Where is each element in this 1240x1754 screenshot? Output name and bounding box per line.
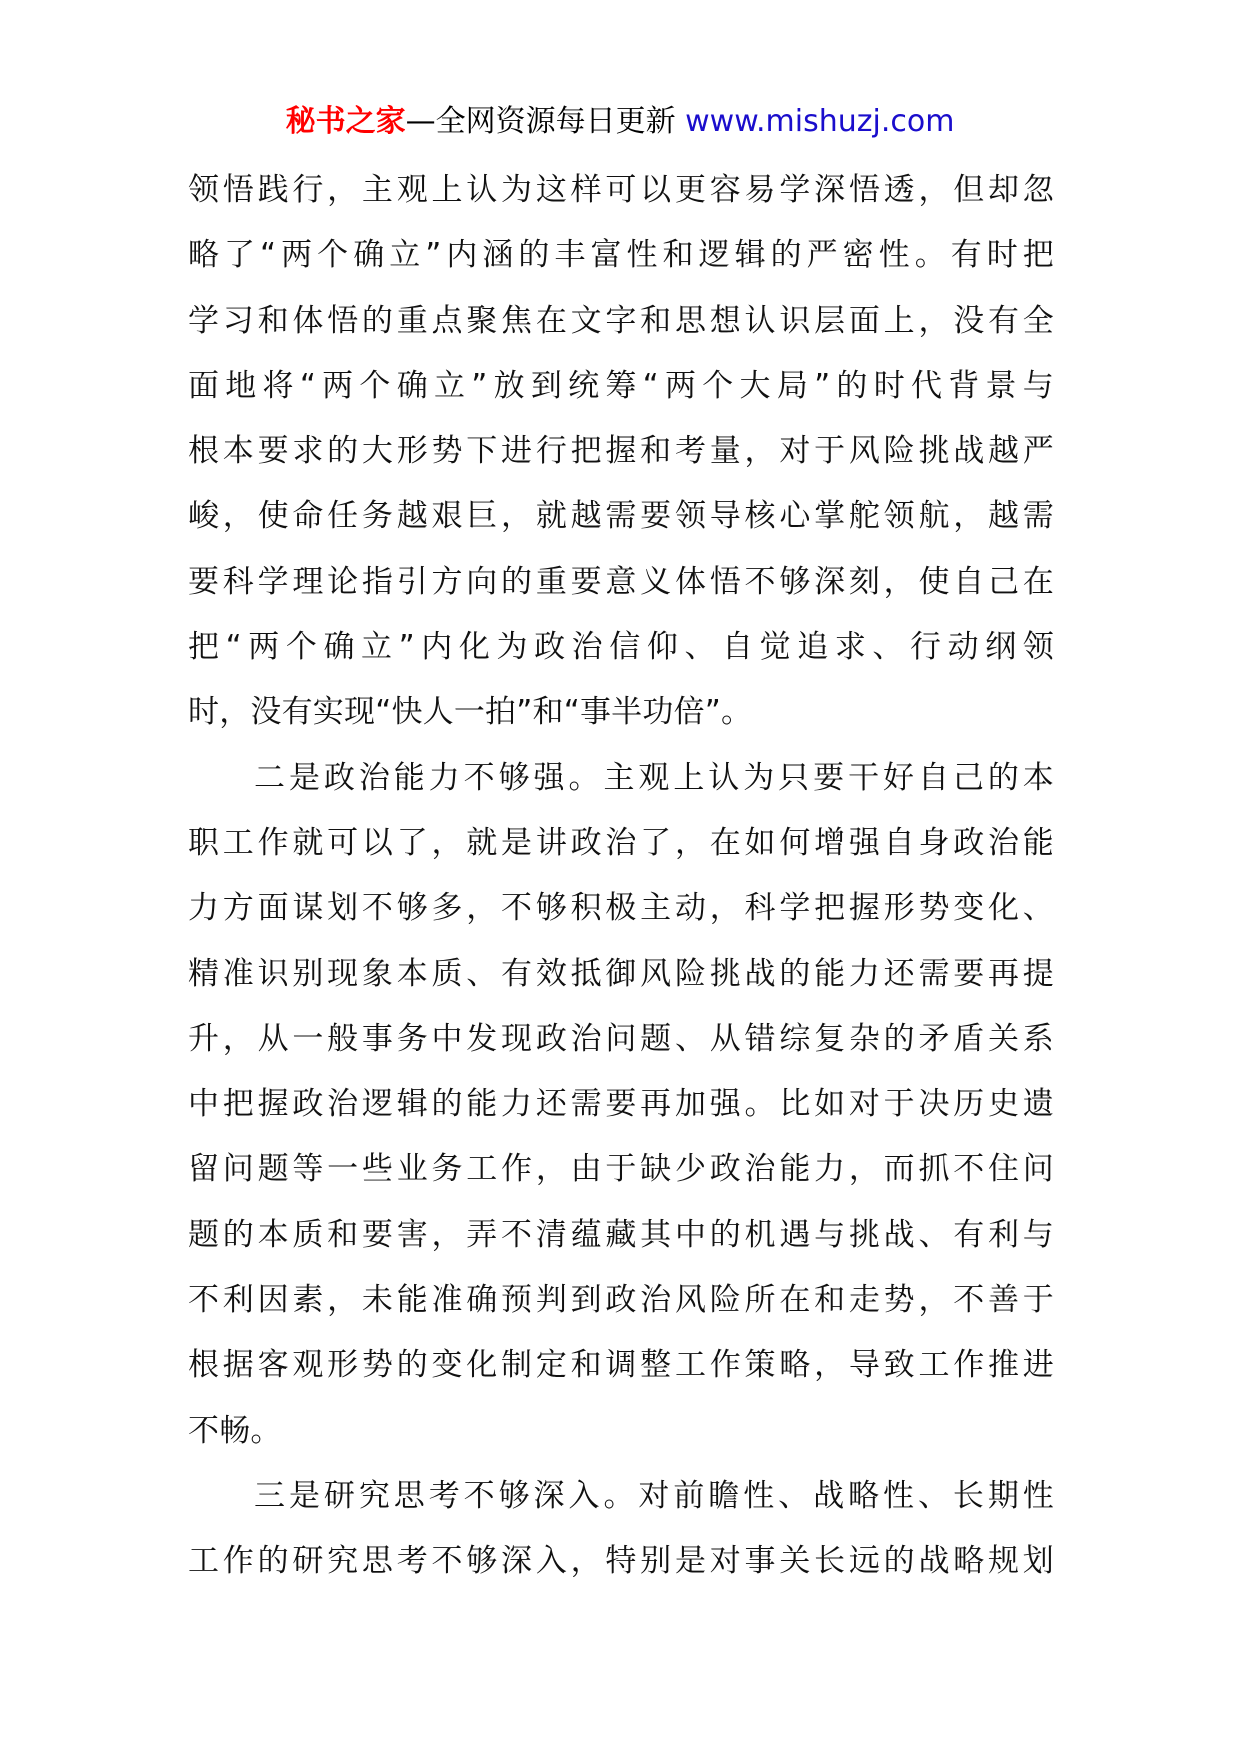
text-line: 根本要求的大形势下进行把握和考量，对于风险挑战越严 — [188, 433, 1054, 470]
paragraph-start-line: 三是研究思考不够深入。对前瞻性、战略性、长期性 — [254, 1477, 1054, 1514]
text-line: 根据客观形势的变化制定和调整工作策略，导致工作推进 — [188, 1347, 1054, 1384]
text-line: 题的本质和要害，弄不清蕴藏其中的机遇与挑战、有利与 — [188, 1216, 1054, 1253]
text-line: 面地将“两个确立”放到统筹“两个大局”的时代背景与 — [188, 367, 1054, 404]
text-line: 要科学理论指引方向的重要意义体悟不够深刻，使自己在 — [188, 563, 1054, 600]
page-header — [0, 100, 1240, 144]
header-brand: 秘书之家 — [285, 104, 406, 139]
text-line: 精准识别现象本质、有效抵御风险挑战的能力还需要再提 — [188, 955, 1054, 992]
text-line: 时，没有实现“快人一拍”和“事半功倍”。 — [188, 694, 753, 731]
text-line: 中把握政治逻辑的能力还需要再加强。比如对于决历史遗 — [188, 1086, 1054, 1123]
text-line: 升，从一般事务中发现政治问题、从错综复杂的矛盾关系 — [188, 1020, 1054, 1057]
text-line: 不畅。 — [188, 1412, 282, 1449]
text-line: 职工作就可以了，就是讲政治了，在如何增强自身政治能 — [188, 824, 1054, 861]
text-line: 领悟践行，主观上认为这样可以更容易学深悟透，但却忽 — [188, 172, 1054, 208]
text-line: 工作的研究思考不够深入，特别是对事关长远的战略规划 — [188, 1543, 1054, 1580]
text-line: 把“两个确立”内化为政治信仰、自觉追求、行动纲领 — [188, 629, 1054, 666]
text-line: 略了“两个确立”内涵的丰富性和逻辑的严密性。有时把 — [188, 237, 1054, 274]
text-line: 学习和体悟的重点聚焦在文字和思想认识层面上，没有全 — [188, 302, 1054, 339]
text-line: 力方面谋划不够多，不够积极主动，科学把握形势变化、 — [188, 890, 1054, 927]
header-tagline: —全网资源每日更新 — [405, 104, 686, 139]
text-line: 留问题等一些业务工作，由于缺少政治能力，而抓不住问 — [188, 1151, 1054, 1188]
header-url-link[interactable]: www.mishuzj.com — [685, 104, 955, 139]
text-line: 峻，使命任务越艰巨，就越需要领导核心掌舵领航，越需 — [188, 498, 1054, 535]
text-line: 不利因素，未能准确预判到政治风险所在和走势，不善于 — [188, 1282, 1054, 1319]
paragraph-start-line: 二是政治能力不够强。主观上认为只要干好自己的本 — [254, 759, 1054, 796]
document-body — [188, 158, 1054, 1595]
